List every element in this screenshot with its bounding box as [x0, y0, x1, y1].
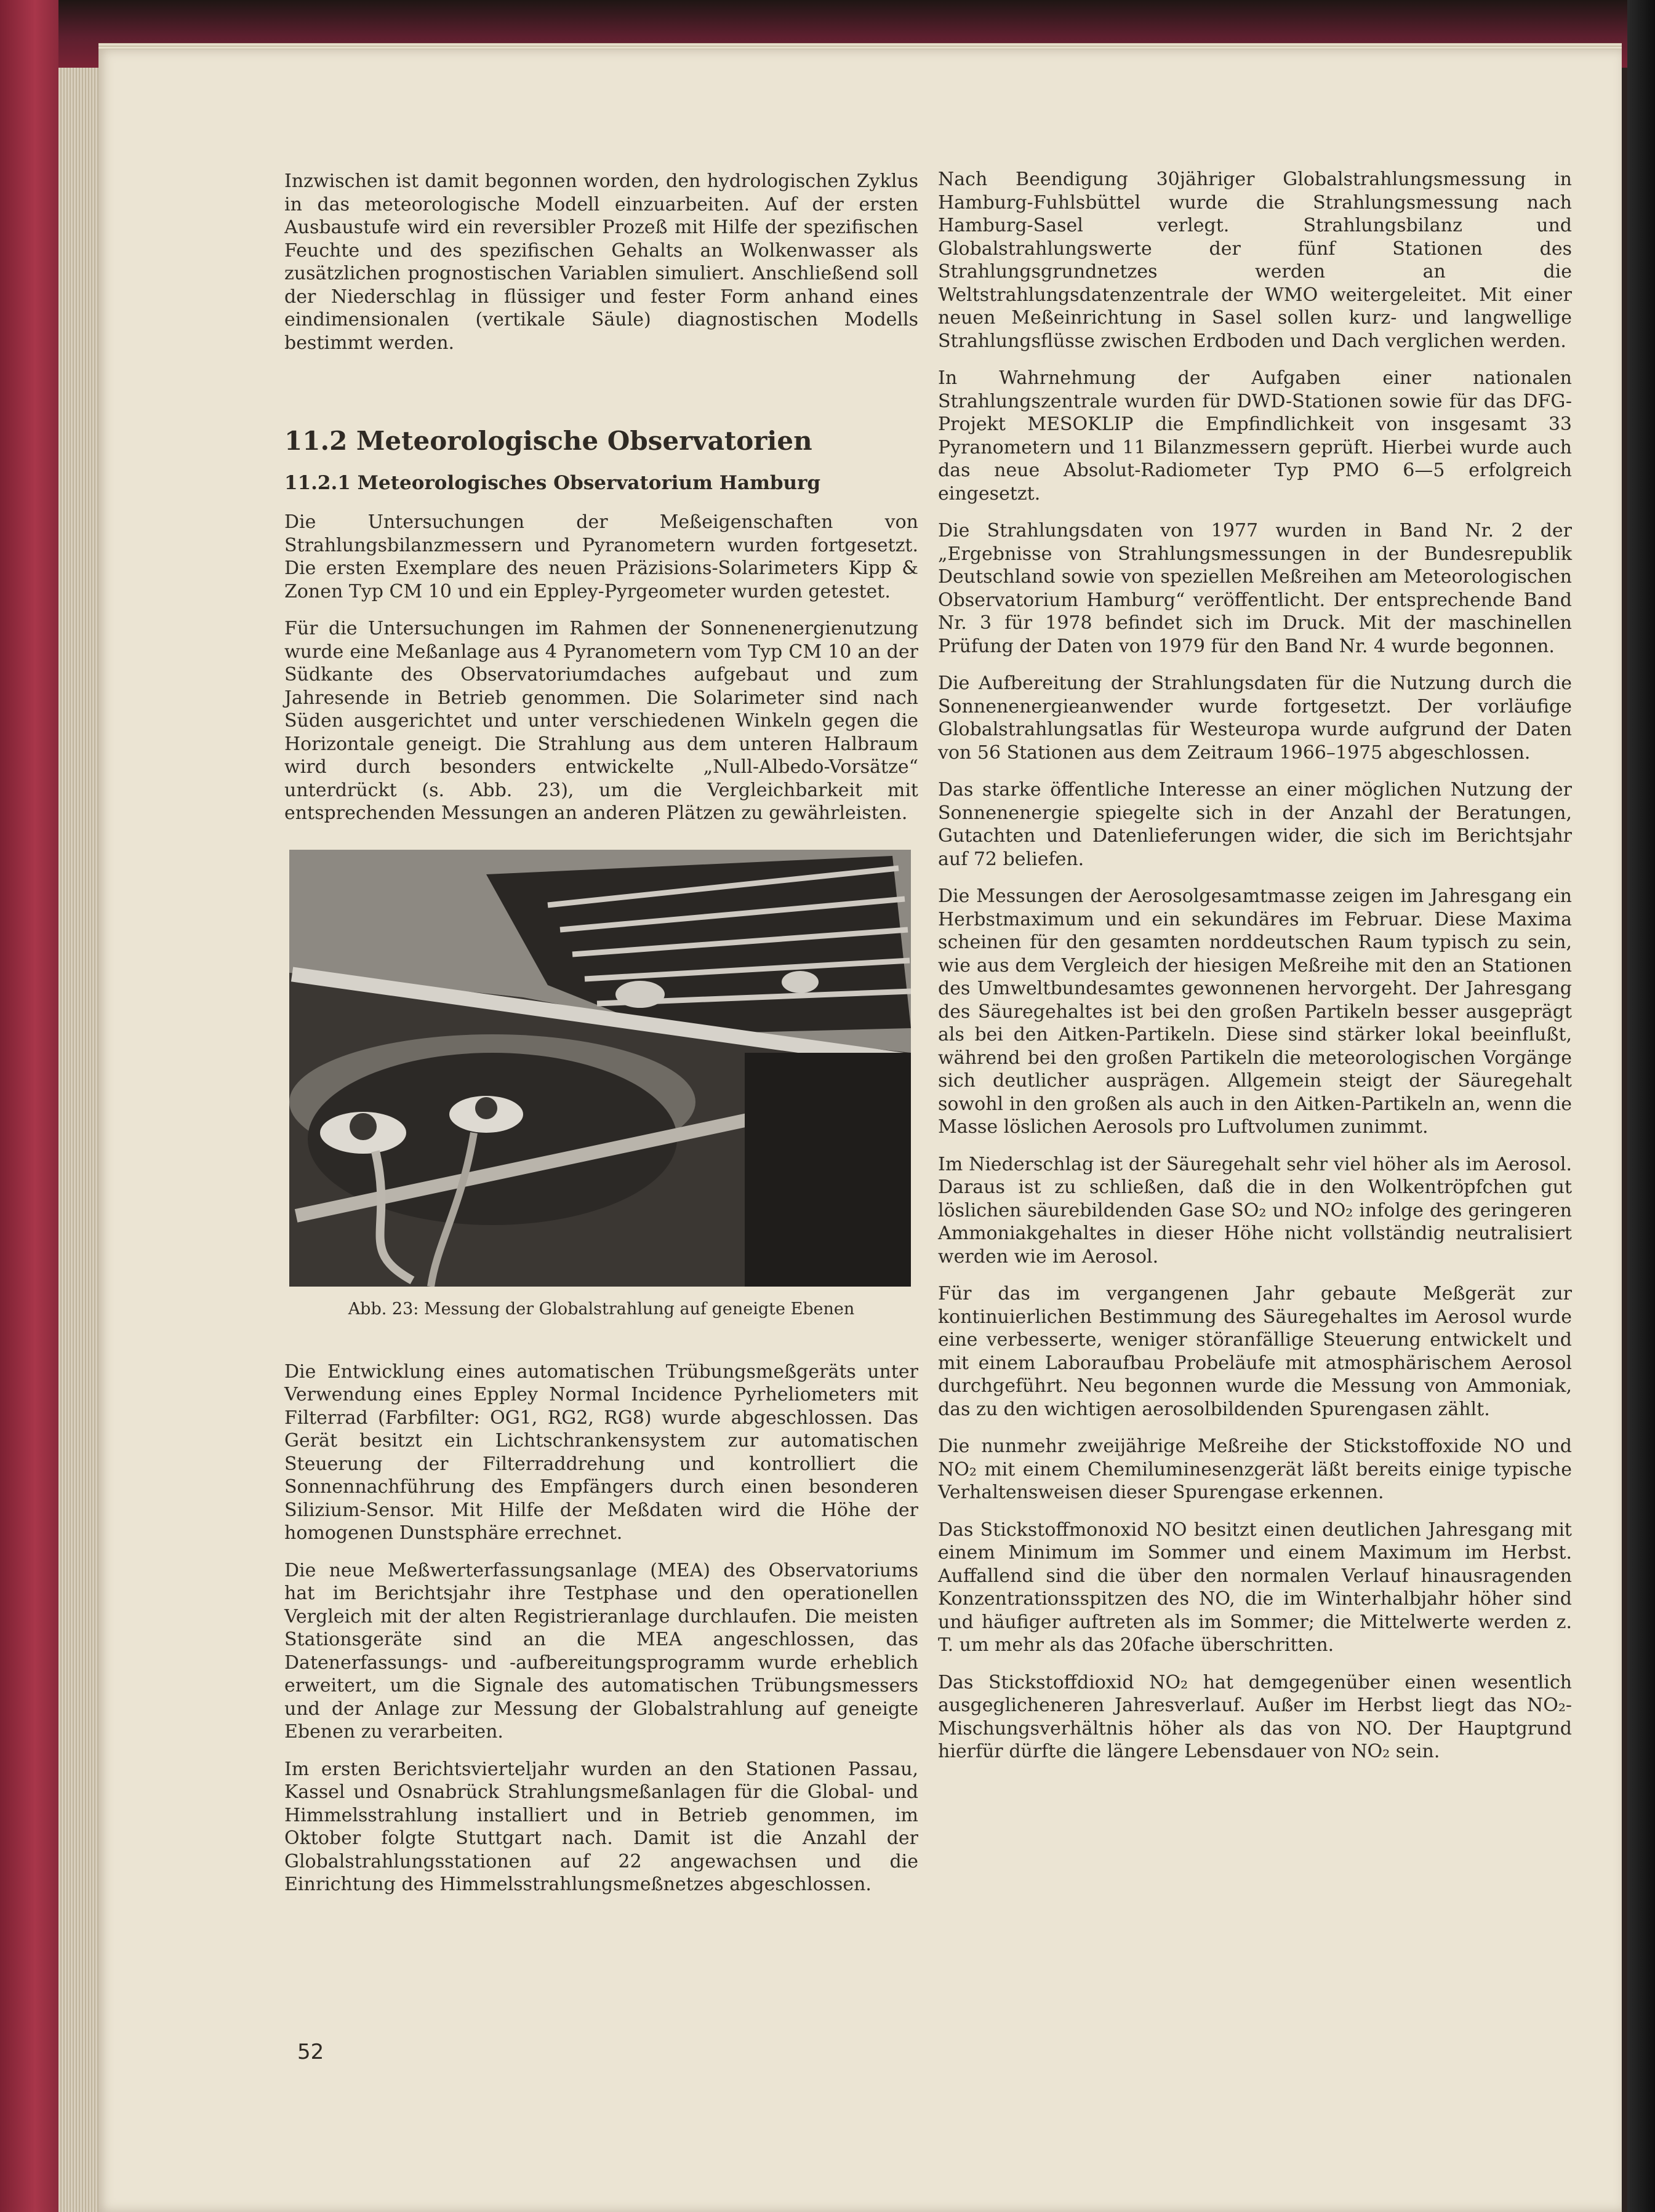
paragraph: Die neue Meßwerterfassungsanlage (MEA) des Observatoriums hat im Berichtsjahr ihre Testphase und den operationellen Vergleich mit der alten Registrieranlage durchlaufen. Die meisten Stationsgeräte sind an die MEA angeschlossen, das Datenerfassungs- und -aufbereitungsprogramm wurde erheblich erweitert, um die Signale des automatischen Trübungsmessers und der Anlage zur Messung der Globalstrahlung auf geneigte Ebenen zu verarbeiten. — [284, 1559, 918, 1743]
paragraph: Für die Untersuchungen im Rahmen der Sonnenenergienutzung wurde eine Meßanlage aus 4 Pyranometern vom Typ CM 10 an der Südkante des Observatoriumdaches aufgebaut und zum Jahresende in Betrieb genommen. Die Solarimeter sind nach Süden ausgerichtet und unter verschiedenen Winkeln gegen die Horizontale geneigt. Die Strahlung aus dem unteren Halbraum wird durch besonders entwickelte „Null-Albedo-Vorsätze“ unterdrückt (s. Abb. 23), um die Vergleichbarkeit mit entsprechenden Messungen an anderen Plätzen zu gewährleisten. — [284, 618, 918, 824]
figure-photo — [289, 850, 911, 1287]
subsection-title: 11.2.1 Meteorologisches Observatorium Hamburg — [284, 472, 821, 494]
left-column — [284, 170, 918, 1911]
paragraph: Die Untersuchungen der Meßeigenschaften von Strahlungsbilanzmessern und Pyranometern wurden fortgesetzt. Die ersten Exemplare des neuen Präzisions-Solarimeters Kipp & Zonen Typ CM 10 und ein Eppley-Pyrgeometer wurden getestet. — [284, 511, 918, 602]
paragraph: Inzwischen ist damit begonnen worden, den hydrologischen Zyklus in das meteorologische Modell einzuarbeiten. Auf der ersten Ausbaustufe wird ein reversibler Prozeß mit Hilfe der spezifischen Feuchte und des spezifischen Gehalts an Wolkenwasser als zusätzlichen prognostischen Variablen simuliert. Anschließend soll der Niederschlag in flüssiger und fester Form anhand eines eindimensionalen (vertikale Säule) diagnostischen Modells bestimmt werden. — [284, 170, 918, 354]
paragraph: Die Strahlungsdaten von 1977 wurden in Band Nr. 2 der „Ergebnisse von Strahlungsmessungen in der Bundesrepublik Deutschland sowie von speziellen Meßreihen am Meteorologischen Observatorium Hamburg“ veröffentlicht. Der entsprechende Band Nr. 3 für 1978 befindet sich im Druck. Mit der maschinellen Prüfung der Daten von 1979 für den Band Nr. 4 wurde begonnen. — [938, 520, 1572, 657]
book-cover-right — [1627, 0, 1655, 2212]
paragraph: Die nunmehr zweijährige Meßreihe der Stickstoffoxide NO und NO₂ mit einem Chemiluminesenzgerät läßt bereits einige typische Verhaltensweisen dieser Spurengase erkennen. — [938, 1435, 1572, 1503]
paragraph: Das Stickstoffmonoxid NO besitzt einen deutlichen Jahresgang mit einem Minimum im Sommer und einem Maximum im Herbst. Auffallend sind die über den normalen Verlauf hinausragenden Konzentrationsspitzen des NO, die im Winterhalbjahr höher sind und häufiger auftreten als im Sommer; die Mittelwerte werden z. T. um mehr als das 20fache überschritten. — [938, 1519, 1572, 1656]
paragraph: Für das im vergangenen Jahr gebaute Meßgerät zur kontinuierlichen Bestimmung des Säuregehaltes im Aerosol wurde eine verbesserte, weniger störanfällige Steuerung entwickelt und mit einem Laboraufbau Probeläufe mit atmosphärischem Aerosol durchgeführt. Neu begonnen wurde die Messung von Ammoniak, das zu den wichtigen aerosolbildenden Spurengasen zählt. — [938, 1283, 1572, 1420]
paragraph: Die Aufbereitung der Strahlungsdaten für die Nutzung durch die Sonnenenergieanwender wurde fortgesetzt. Der vorläufige Globalstrahlungsatlas für Westeuropa wurde aufgrund der Daten von 56 Stationen aus dem Zeitraum 1966–1975 abgeschlossen. — [938, 673, 1572, 764]
paragraph: Die Messungen der Aerosolgesamtmasse zeigen im Jahresgang ein Herbstmaximum und ein sekundäres im Februar. Diese Maxima scheinen für den gesamten norddeutschen Raum typisch zu sein, wie aus dem Vergleich der hiesigen Meßreihe mit den an Stationen des Umweltbundesamtes gewonnenen hervorgeht. Der Jahresgang des Säuregehaltes ist bei den großen Partikeln besser ausgeprägt als bei den Aitken-Partikeln. Diese sind stärker lokal beeinflußt, während bei den großen Partikeln die meteorologischen Vorgänge sich deutlicher ausprägen. Allgemein steigt der Säuregehalt sowohl in den großen als auch in den Aitken-Partikeln an, wenn die Masse löslichen Aerosols pro Luftvolumen zunimmt. — [938, 885, 1572, 1138]
page-number: 52 — [297, 2040, 324, 2064]
paragraph: Das Stickstoffdioxid NO₂ hat demgegenüber einen wesentlich ausgeglicheneren Jahresverlauf. Außer im Herbst liegt das NO₂-Mischungsverhältnis höher als das von NO. Der Hauptgrund hierfür dürfte die längere Lebensdauer von NO₂ sein. — [938, 1671, 1572, 1762]
paragraph: Die Entwicklung eines automatischen Trübungsmeßgeräts unter Verwendung eines Eppley Normal Incidence Pyrheliometers mit Filterrad (Farbfilter: OG1, RG2, RG8) wurde abgeschlossen. Das Gerät besitzt ein Lichtschrankensystem zur automatischen Steuerung der Filterraddrehung und kontrolliert die Sonnennachführung des Empfängers durch einen besonderen Silizium-Sensor. Mit Hilfe der Meßdaten wird die Höhe der homogenen Dunstsphäre errechnet. — [284, 1360, 918, 1544]
figure-caption: Abb. 23: Messung der Globalstrahlung auf geneigte Ebenen — [348, 1299, 855, 1319]
paragraph: Das starke öffentliche Interesse an einer möglichen Nutzung der Sonnenenergie spiegelte sich in der Anzahl der Beratungen, Gutachten und Datenlieferungen wider, die sich im Berichtsjahr auf 72 beliefen. — [938, 779, 1572, 870]
paragraph: Im ersten Berichtsvierteljahr wurden an den Stationen Passau, Kassel und Osnabrück Strahlungsmeßanlagen für die Global- und Himmelsstrahlung installiert und in Betrieb genommen, im Oktober folgte Stuttgart nach. Damit ist die Anzahl der Globalstrahlungsstationen auf 22 angewachsen und die Einrichtung des Himmelsstrahlungsmeßnetzes abgeschlossen. — [284, 1758, 918, 1895]
book-cover-left — [0, 0, 58, 2212]
page-edges — [58, 68, 102, 2212]
right-column — [938, 168, 1572, 1778]
paragraph: Nach Beendigung 30jähriger Globalstrahlungsmessung in Hamburg-Fuhlsbüttel wurde die Strahlungsmessung nach Hamburg-Sasel verlegt. Strahlungsbilanz und Globalstrahlungswerte der fünf Stationen des Strahlungsgrundnetzes werden an die Weltstrahlungsdatenzentrale der WMO weitergeleitet. Mit einer neuen Meßeinrichtung in Sasel sollen kurz- und langwellige Strahlungsflüsse zwischen Erdboden und Dach verglichen werden. — [938, 169, 1572, 352]
paragraph: In Wahrnehmung der Aufgaben einer nationalen Strahlungszentrale wurden für DWD-Stationen sowie für das DFG-Projekt MESOKLIP die Empfindlichkeit von insgesamt 33 Pyranometern und 11 Bilanzmessern geprüft. Hierbei wurde auch das neue Absolut-Radiometer Typ PMO 6—5 erfolgreich eingesetzt. — [938, 367, 1572, 505]
paragraph: Im Niederschlag ist der Säuregehalt sehr viel höher als im Aerosol. Daraus ist zu schließen, daß die in den Wolkentröpfchen gut löslichen säurebildenden Gase SO₂ und NO₂ infolge des geringeren Ammoniakgehaltes in dieser Höhe nicht vollständig neutralisiert werden wie im Aerosol. — [938, 1153, 1572, 1268]
section-title: 11.2 Meteorologische Observatorien — [284, 426, 812, 456]
